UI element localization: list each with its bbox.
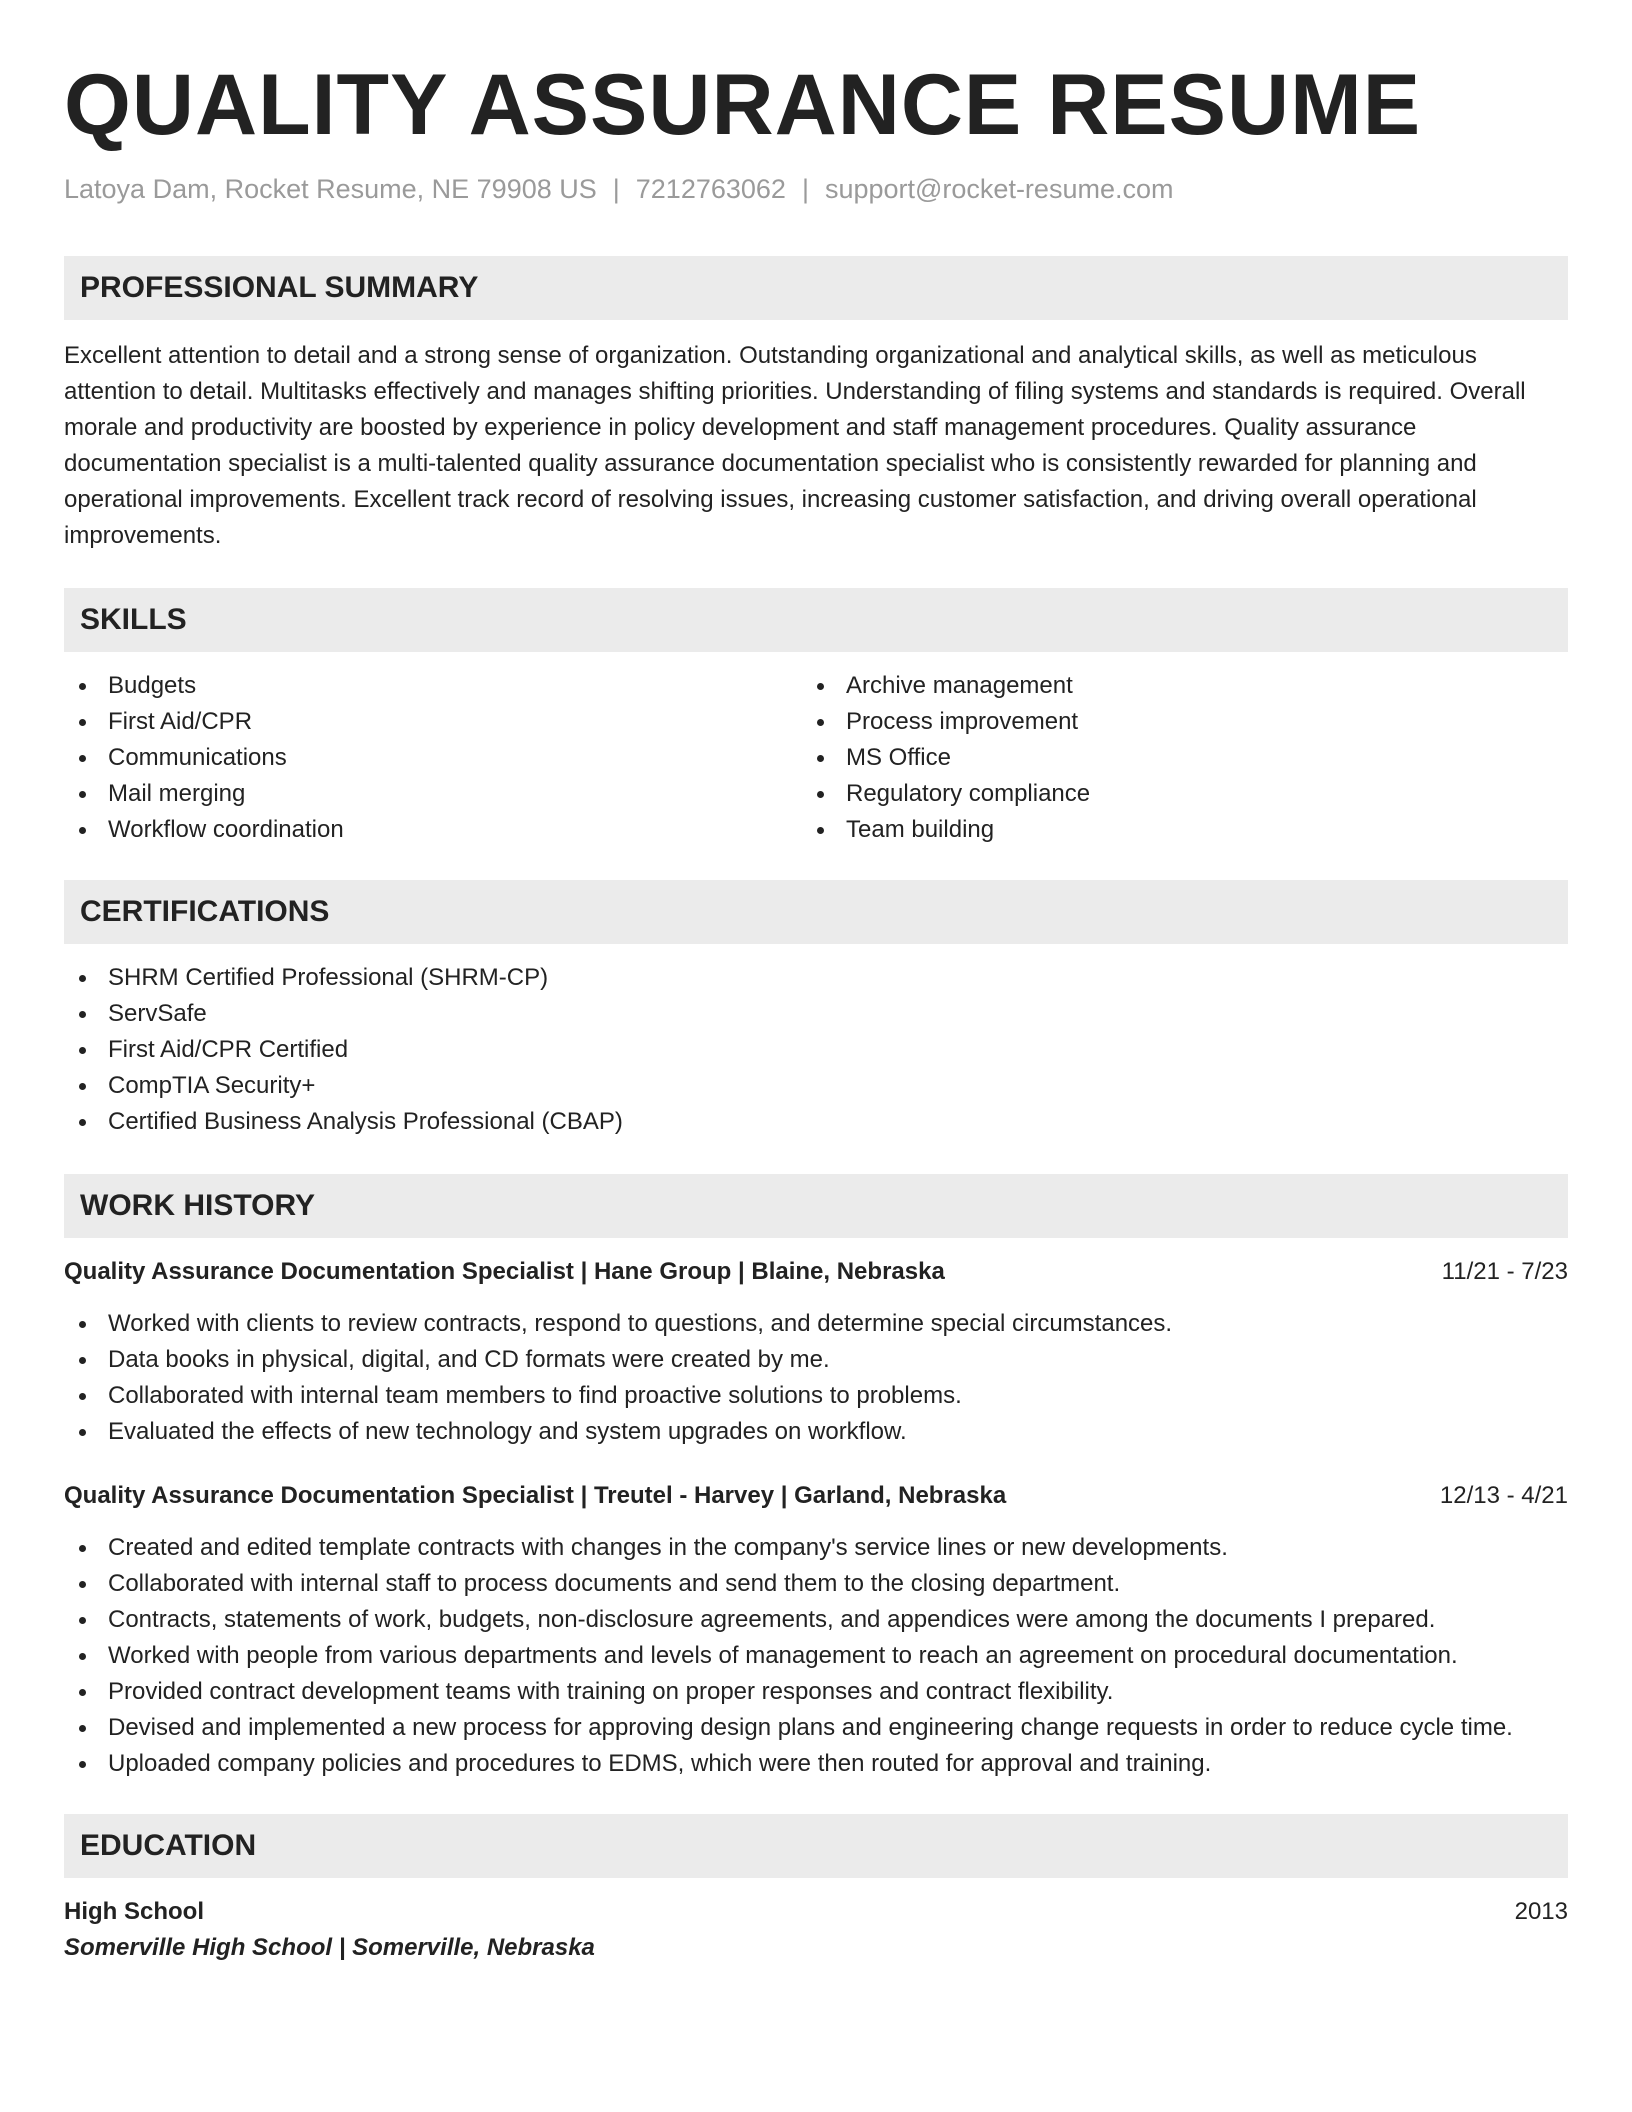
skill-item: MS Office: [802, 740, 1540, 776]
job-dates: 12/13 - 4/21: [1439, 1482, 1568, 1509]
job-bullet: Contracts, statements of work, budgets, non-disclosure agreements, and appendices were among the documents I prepared.: [64, 1602, 1568, 1638]
certification-item: ServSafe: [64, 996, 1568, 1032]
summary-heading: PROFESSIONAL SUMMARY: [64, 256, 1568, 320]
work-history-heading: WORK HISTORY: [64, 1174, 1568, 1238]
certification-item: First Aid/CPR Certified: [64, 1032, 1568, 1068]
skill-item: Workflow coordination: [64, 812, 802, 848]
job-bullet: Evaluated the effects of new technology and system upgrades on workflow.: [64, 1414, 1568, 1450]
skill-item: Process improvement: [802, 704, 1540, 740]
education-year: 2013: [1514, 1898, 1568, 1925]
job-bullets: [64, 1306, 1568, 1450]
contact-phone: 7212763062: [635, 174, 786, 204]
contact-email: support@rocket-resume.com: [824, 174, 1174, 204]
job-bullet: Data books in physical, digital, and CD formats were created by me.: [64, 1342, 1568, 1378]
job-entry: [64, 1478, 1568, 1782]
skill-item: Team building: [802, 812, 1540, 848]
resume-title: QUALITY ASSURANCE RESUME: [64, 57, 1422, 153]
job-header: [64, 1254, 1568, 1290]
contact-separator: |: [801, 174, 809, 204]
skills-heading: SKILLS: [64, 588, 1568, 652]
certification-item: Certified Business Analysis Professional (CBAP): [64, 1104, 1568, 1140]
skills-column-right: [802, 668, 1540, 848]
job-bullet: Collaborated with internal team members to find proactive solutions to problems.: [64, 1378, 1568, 1414]
skill-item: Archive management: [802, 668, 1540, 704]
education-header: [64, 1894, 1568, 1930]
job-bullet: Collaborated with internal staff to process documents and send them to the closing department.: [64, 1566, 1568, 1602]
job-title: Quality Assurance Documentation Specialist | Hane Group | Blaine, Nebraska: [64, 1258, 945, 1285]
skill-item: Regulatory compliance: [802, 776, 1540, 812]
certifications-list: [64, 960, 1568, 1140]
job-entry: [64, 1254, 1568, 1450]
job-bullets: [64, 1530, 1568, 1782]
job-bullet: Worked with people from various departments and levels of management to reach an agreement on procedural documentation.: [64, 1638, 1568, 1674]
contact-line: [64, 174, 1568, 205]
skill-item: First Aid/CPR: [64, 704, 802, 740]
education-heading: EDUCATION: [64, 1814, 1568, 1878]
job-bullet: Created and edited template contracts with changes in the company's service lines or new developments.: [64, 1530, 1568, 1566]
contact-address: Latoya Dam, Rocket Resume, NE 79908 US: [64, 174, 597, 204]
job-bullet: Devised and implemented a new process for approving design plans and engineering change requests in order to reduce cycle time.: [64, 1710, 1568, 1746]
certification-item: CompTIA Security+: [64, 1068, 1568, 1104]
education-degree: High School: [64, 1898, 204, 1925]
summary-text: Excellent attention to detail and a strong sense of organization. Outstanding organizational and analytical skills, as well as meticulous attention to detail. Multitasks effectively and manages shifting priorities. Understanding of filing systems and standards is required. Overall morale and productivity are boosted by experience in policy development and staff management procedures. Quality assurance documentation specialist is a multi-talented quality assurance documentation specialist who is consistently rewarded for planning and operational improvements. Excellent track record of resolving issues, increasing customer satisfaction, and driving overall operational improvements.: [64, 342, 1526, 549]
job-dates: 11/21 - 7/23: [1441, 1258, 1568, 1285]
certification-item: SHRM Certified Professional (SHRM-CP): [64, 960, 1568, 996]
job-bullet: Worked with clients to review contracts, respond to questions, and determine special circumstances.: [64, 1306, 1568, 1342]
skill-item: Budgets: [64, 668, 802, 704]
skill-item: Mail merging: [64, 776, 802, 812]
skills-column-left: [64, 668, 802, 848]
certifications-heading: CERTIFICATIONS: [64, 880, 1568, 944]
job-header: [64, 1478, 1568, 1514]
skills-grid: [64, 668, 1568, 848]
contact-separator: |: [612, 174, 620, 204]
skill-item: Communications: [64, 740, 802, 776]
job-title: Quality Assurance Documentation Specialist | Treutel - Harvey | Garland, Nebraska: [64, 1482, 1007, 1509]
education-school: Somerville High School | Somerville, Nebraska: [64, 1934, 595, 1961]
job-bullet: Provided contract development teams with training on proper responses and contract flexibility.: [64, 1674, 1568, 1710]
job-bullet: Uploaded company policies and procedures to EDMS, which were then routed for approval and training.: [64, 1746, 1568, 1782]
